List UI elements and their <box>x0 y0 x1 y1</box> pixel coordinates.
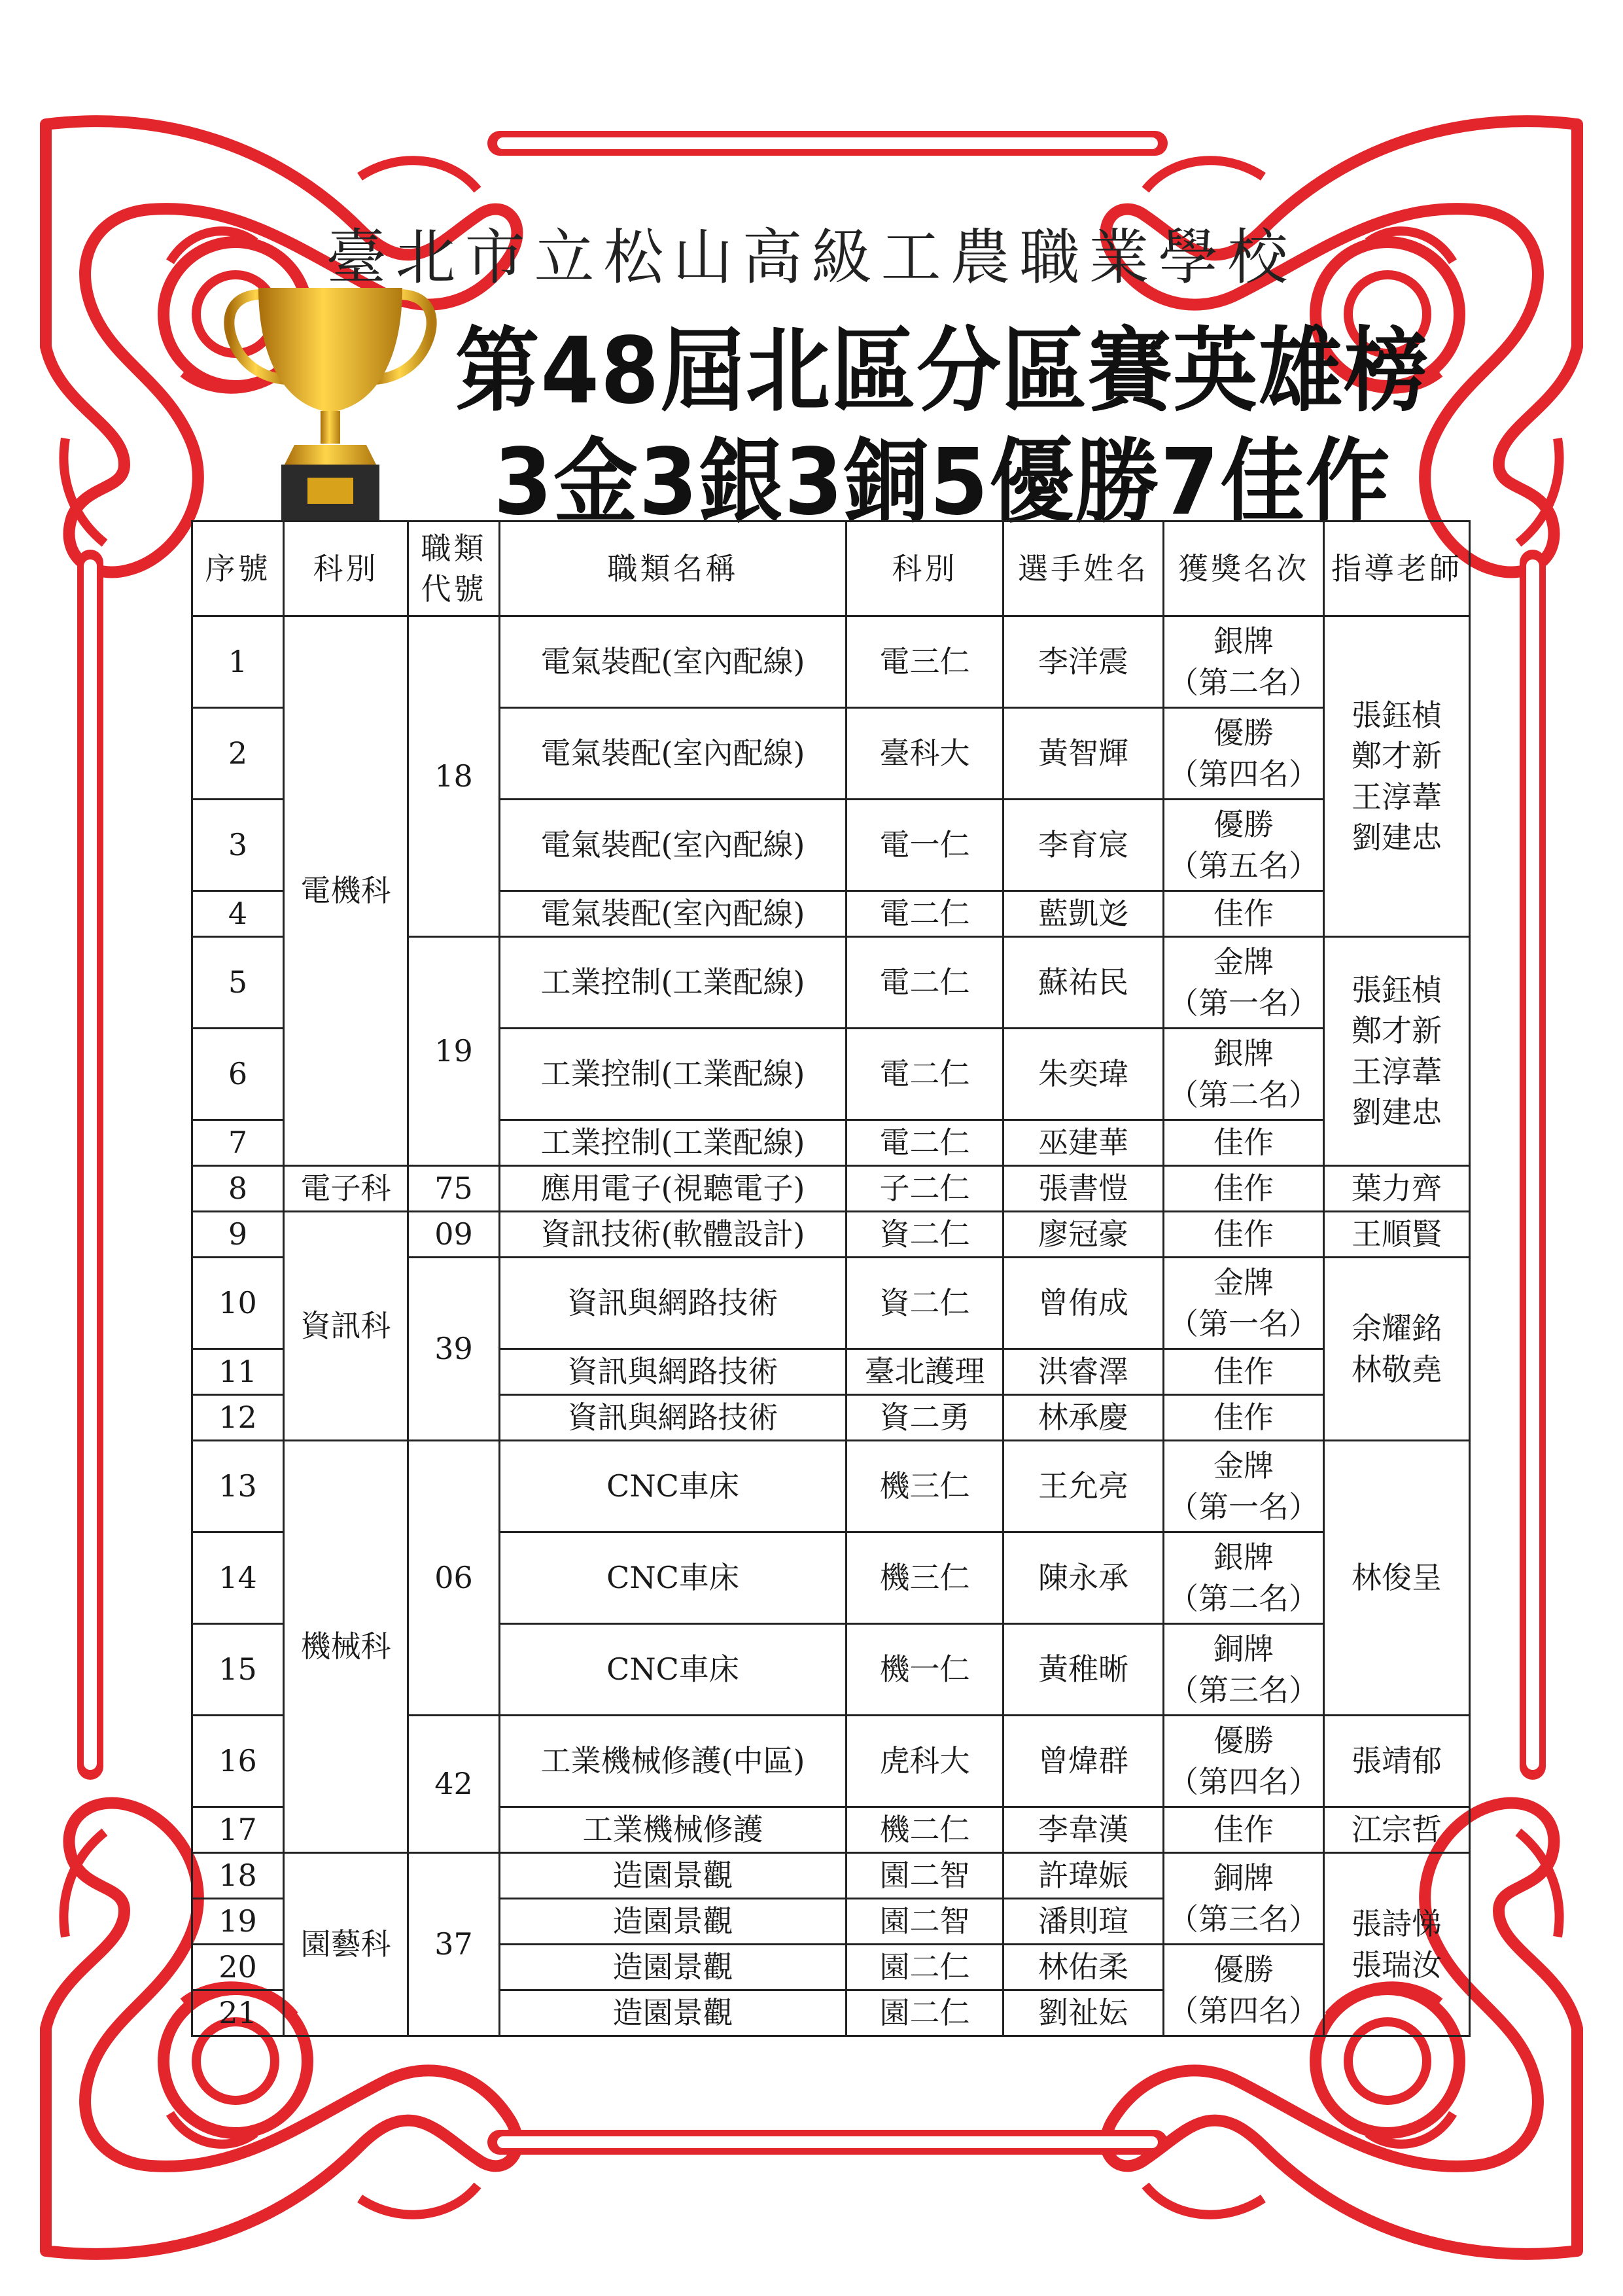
table-row <box>192 1166 1470 1212</box>
cell-award: 佳作 <box>1164 1807 1324 1853</box>
cell-name: 藍凱彣 <box>1003 891 1164 937</box>
cell-category: 工業控制(工業配線) <box>500 937 846 1029</box>
cell-award: 銅牌 （第三名） <box>1164 1624 1324 1716</box>
cell-category: CNC車床 <box>500 1441 846 1532</box>
cell-award: 佳作 <box>1164 1166 1324 1212</box>
results-table <box>191 520 1471 2037</box>
cell-no: 21 <box>192 1990 284 2036</box>
cell-teacher: 王順賢 <box>1324 1212 1470 1258</box>
header-dept: 科別 <box>284 521 408 616</box>
cell-class: 園二智 <box>846 1899 1003 1945</box>
cell-no: 16 <box>192 1716 284 1807</box>
cell-name: 洪睿澤 <box>1003 1349 1164 1395</box>
cell-category: 電氣裝配(室內配線) <box>500 891 846 937</box>
cell-award: 佳作 <box>1164 1395 1324 1441</box>
header-no: 序號 <box>192 521 284 616</box>
cell-name: 朱奕瑋 <box>1003 1029 1164 1120</box>
cell-code: 39 <box>408 1258 500 1441</box>
cell-category: 工業控制(工業配線) <box>500 1029 846 1120</box>
cell-award: 金牌 （第一名） <box>1164 1441 1324 1532</box>
cell-award: 優勝 （第四名） <box>1164 1716 1324 1807</box>
cell-category: 電氣裝配(室內配線) <box>500 708 846 800</box>
cell-name: 李洋震 <box>1003 616 1164 708</box>
cell-name: 陳永承 <box>1003 1532 1164 1624</box>
cell-no: 7 <box>192 1120 284 1166</box>
cell-award: 金牌 （第一名） <box>1164 1258 1324 1349</box>
cell-no: 3 <box>192 800 284 891</box>
cell-no: 14 <box>192 1532 284 1624</box>
cell-name: 曾煒群 <box>1003 1716 1164 1807</box>
cell-award: 佳作 <box>1164 1212 1324 1258</box>
cell-code: 42 <box>408 1716 500 1853</box>
cell-class: 電三仁 <box>846 616 1003 708</box>
cell-no: 18 <box>192 1853 284 1899</box>
cell-award: 金牌 （第一名） <box>1164 937 1324 1029</box>
cell-name: 曾侑成 <box>1003 1258 1164 1349</box>
cell-class: 子二仁 <box>846 1166 1003 1212</box>
cell-award: 優勝 （第四名） <box>1164 708 1324 800</box>
cell-no: 2 <box>192 708 284 800</box>
cell-category: 工業機械修護 <box>500 1807 846 1853</box>
cell-name: 張書愷 <box>1003 1166 1164 1212</box>
cell-award: 佳作 <box>1164 1349 1324 1395</box>
cell-teacher: 張鈺楨 鄭才新 王淳葦 劉建忠 <box>1324 937 1470 1166</box>
cell-name: 許瑋娠 <box>1003 1853 1164 1899</box>
cell-teacher: 張鈺楨 鄭才新 王淳葦 劉建忠 <box>1324 616 1470 937</box>
cell-category: CNC車床 <box>500 1532 846 1624</box>
header-name: 選手姓名 <box>1003 521 1164 616</box>
cell-name: 李韋漢 <box>1003 1807 1164 1853</box>
header-category: 職類名稱 <box>500 521 846 616</box>
cell-class: 機三仁 <box>846 1441 1003 1532</box>
cell-class: 電二仁 <box>846 891 1003 937</box>
cell-class: 資二仁 <box>846 1258 1003 1349</box>
cell-category: 資訊與網路技術 <box>500 1258 846 1349</box>
cell-category: 資訊與網路技術 <box>500 1395 846 1441</box>
table-row <box>192 1212 1470 1258</box>
cell-category: 造園景觀 <box>500 1853 846 1899</box>
header-award: 獲獎名次 <box>1164 521 1324 616</box>
cell-teacher: 林俊呈 <box>1324 1441 1470 1716</box>
cell-dept: 電機科 <box>284 616 408 1166</box>
header-code: 職類 代號 <box>408 521 500 616</box>
cell-teacher: 江宗哲 <box>1324 1807 1470 1853</box>
cell-category: CNC車床 <box>500 1624 846 1716</box>
table-row <box>192 1853 1470 1899</box>
cell-name: 李育宸 <box>1003 800 1164 891</box>
medal-summary: 3金3銀3銅5優勝7佳作 <box>493 429 1391 536</box>
cell-class: 機三仁 <box>846 1532 1003 1624</box>
cell-category: 工業控制(工業配線) <box>500 1120 846 1166</box>
cell-award: 銀牌 （第二名） <box>1164 1029 1324 1120</box>
cell-category: 工業機械修護(中區) <box>500 1716 846 1807</box>
cell-code: 18 <box>408 616 500 937</box>
cell-name: 林承慶 <box>1003 1395 1164 1441</box>
cell-class: 園二仁 <box>846 1945 1003 1990</box>
cell-class: 園二仁 <box>846 1990 1003 2036</box>
cell-dept: 電子科 <box>284 1166 408 1212</box>
table-row <box>192 616 1470 708</box>
cell-no: 11 <box>192 1349 284 1395</box>
cell-category: 電氣裝配(室內配線) <box>500 616 846 708</box>
cell-award: 銅牌 （第三名） <box>1164 1853 1324 1945</box>
cell-name: 黃智輝 <box>1003 708 1164 800</box>
cell-category: 資訊技術(軟體設計) <box>500 1212 846 1258</box>
cell-teacher: 葉力齊 <box>1324 1166 1470 1212</box>
cell-no: 5 <box>192 937 284 1029</box>
cell-award: 佳作 <box>1164 891 1324 937</box>
cell-no: 9 <box>192 1212 284 1258</box>
cell-name: 林佑柔 <box>1003 1945 1164 1990</box>
cell-no: 4 <box>192 891 284 937</box>
cell-no: 20 <box>192 1945 284 1990</box>
header-class: 科別 <box>846 521 1003 616</box>
cell-class: 資二勇 <box>846 1395 1003 1441</box>
cell-category: 電氣裝配(室內配線) <box>500 800 846 891</box>
cell-name: 黃稚晰 <box>1003 1624 1164 1716</box>
cell-class: 臺北護理 <box>846 1349 1003 1395</box>
cell-award: 銀牌 （第二名） <box>1164 1532 1324 1624</box>
cell-award: 優勝 （第四名） <box>1164 1945 1324 2036</box>
cell-code: 06 <box>408 1441 500 1716</box>
cell-no: 1 <box>192 616 284 708</box>
cell-no: 10 <box>192 1258 284 1349</box>
cell-class: 機一仁 <box>846 1624 1003 1716</box>
table-row <box>192 1441 1470 1532</box>
cell-teacher: 張靖郁 <box>1324 1716 1470 1807</box>
cell-teacher: 余耀銘 林敬堯 <box>1324 1258 1470 1441</box>
cell-name: 蘇祐民 <box>1003 937 1164 1029</box>
cell-name: 王允亮 <box>1003 1441 1164 1532</box>
cell-dept: 機械科 <box>284 1441 408 1853</box>
cell-dept: 園藝科 <box>284 1853 408 2036</box>
cell-class: 電二仁 <box>846 1029 1003 1120</box>
cell-name: 劉祉妘 <box>1003 1990 1164 2036</box>
cell-category: 資訊與網路技術 <box>500 1349 846 1395</box>
cell-class: 機二仁 <box>846 1807 1003 1853</box>
school-name: 臺北市立松山高級工農職業學校 <box>326 222 1297 292</box>
header-teacher: 指導老師 <box>1324 521 1470 616</box>
cell-award: 優勝 （第五名） <box>1164 800 1324 891</box>
cell-class: 資二仁 <box>846 1212 1003 1258</box>
cell-no: 17 <box>192 1807 284 1853</box>
cell-class: 虎科大 <box>846 1716 1003 1807</box>
cell-no: 13 <box>192 1441 284 1532</box>
cell-class: 園二智 <box>846 1853 1003 1899</box>
cell-class: 電一仁 <box>846 800 1003 891</box>
cell-class: 電二仁 <box>846 1120 1003 1166</box>
cell-name: 潘則瑄 <box>1003 1899 1164 1945</box>
cell-no: 6 <box>192 1029 284 1120</box>
cell-no: 8 <box>192 1166 284 1212</box>
cell-class: 臺科大 <box>846 708 1003 800</box>
cell-teacher: 張詩悌 張瑞汝 <box>1324 1853 1470 2036</box>
cell-code: 37 <box>408 1853 500 2036</box>
cell-code: 09 <box>408 1212 500 1258</box>
cell-name: 巫建華 <box>1003 1120 1164 1166</box>
cell-category: 造園景觀 <box>500 1945 846 1990</box>
cell-category: 造園景觀 <box>500 1990 846 2036</box>
table-header-row <box>192 521 1470 616</box>
cell-code: 19 <box>408 937 500 1166</box>
cell-no: 19 <box>192 1899 284 1945</box>
cell-award: 銀牌 （第二名） <box>1164 616 1324 708</box>
cell-no: 12 <box>192 1395 284 1441</box>
cell-category: 應用電子(視聽電子) <box>500 1166 846 1212</box>
cell-no: 15 <box>192 1624 284 1716</box>
cell-category: 造園景觀 <box>500 1899 846 1945</box>
headline: 第48屆北區分區賽英雄榜 <box>455 318 1430 425</box>
cell-code: 75 <box>408 1166 500 1212</box>
cell-award: 佳作 <box>1164 1120 1324 1166</box>
cell-dept: 資訊科 <box>284 1212 408 1441</box>
cell-name: 廖冠豪 <box>1003 1212 1164 1258</box>
cell-class: 電二仁 <box>846 937 1003 1029</box>
